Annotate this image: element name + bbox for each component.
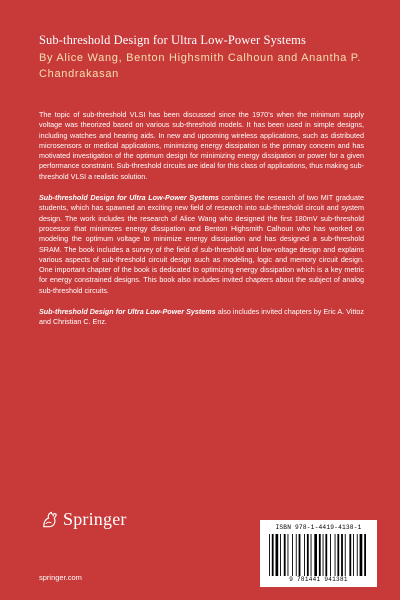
description-paragraph-2	[39, 193, 364, 296]
barcode-bars	[266, 534, 371, 576]
barcode-bar	[288, 534, 289, 576]
springer-horse-icon	[40, 510, 59, 530]
description-paragraph-3	[39, 307, 364, 328]
paragraph-3-book-title: Sub-threshold Design for Ultra Low-Power Systems	[39, 307, 216, 317]
barcode-panel	[260, 520, 377, 587]
publisher-website: springer.com	[39, 573, 82, 582]
barcode-bar	[335, 534, 336, 576]
barcode-bar	[349, 534, 351, 576]
publisher-logo	[40, 509, 127, 530]
paragraph-2-book-title: Sub-threshold Design for Ultra Low-Power Systems	[39, 193, 219, 203]
barcode-bar	[272, 534, 274, 576]
barcode-bar	[330, 534, 331, 576]
barcode-bar	[311, 534, 312, 576]
barcode-bar	[345, 534, 346, 576]
barcode-number: 9 781441 941381	[289, 576, 348, 583]
barcode-bar	[304, 534, 305, 576]
book-description	[39, 110, 364, 339]
barcode-bar	[319, 534, 321, 576]
barcode-bar	[307, 534, 309, 576]
publisher-name: Springer	[63, 509, 127, 529]
barcode-bar	[280, 534, 281, 576]
barcode-bar	[360, 534, 363, 576]
description-paragraph-1: The topic of sub-threshold VLSI has been discussed since the 1970’s when the minimum supply voltage was theorized based on various sub-threshold models. It has been used in simple designs, including watches and hearing aids. In new and upcoming wireless applications, such as distributed microsensors or medical applications, minimizing energy dissipation is the primary concern and has motivated investigation of the optimum design for minimizing energy dissipation or power for a given performance constraint. Sub-threshold circuits are ideal for this class of applications, thus making sub-threshold VLSI a realistic solution.	[39, 110, 364, 181]
barcode-bar	[299, 534, 301, 576]
barcode-bar	[269, 534, 270, 576]
barcode-bar	[364, 534, 366, 576]
barcode-bar	[325, 534, 327, 576]
book-authors: By Alice Wang, Benton Highsmith Calhoun and Anantha P. Chandrakasan	[39, 52, 362, 80]
barcode-bar	[337, 534, 339, 576]
book-title: Sub-threshold Design for Ultra Low-Power Systems	[39, 33, 306, 47]
barcode-bar	[276, 534, 279, 576]
barcode-bar	[284, 534, 286, 576]
barcode-bar	[357, 534, 358, 576]
barcode-bar	[353, 534, 354, 576]
isbn-text: ISBN 978-1-4419-4138-1	[275, 524, 362, 531]
barcode-bar	[292, 534, 293, 576]
barcode-bar	[341, 534, 343, 576]
barcode-bar	[296, 534, 297, 576]
barcode-bar	[323, 534, 324, 576]
barcode-bar	[314, 534, 317, 576]
paragraph-2-text: combines the research of two MIT graduate students, which has spawned an exciting new field of research into sub-threshold circuit and system design. The work includes the research of Alice Wang who designed the first 180mV sub-threshold processor that minimizes energy dissipation and Benton Highsmith Calhoun who has worked on modeling the optimum voltage to minimize energy dissipation and has designed a sub-threshold SRAM. The book includes a survey of the field of sub-threshold and low-voltage design and explains various aspects of sub-threshold circuit design such as modeling, logic and memory circuit design. One important chapter of the book is dedicated to optimizing energy dissipation which is a key metric for energy constrained designs. This book also includes invited chapters about the subject of analog sub-threshold circuits.	[39, 193, 364, 295]
paragraph-3-text: also includes invited chapters by Eric A. Vittoz and Christian C. Enz.	[39, 307, 364, 327]
